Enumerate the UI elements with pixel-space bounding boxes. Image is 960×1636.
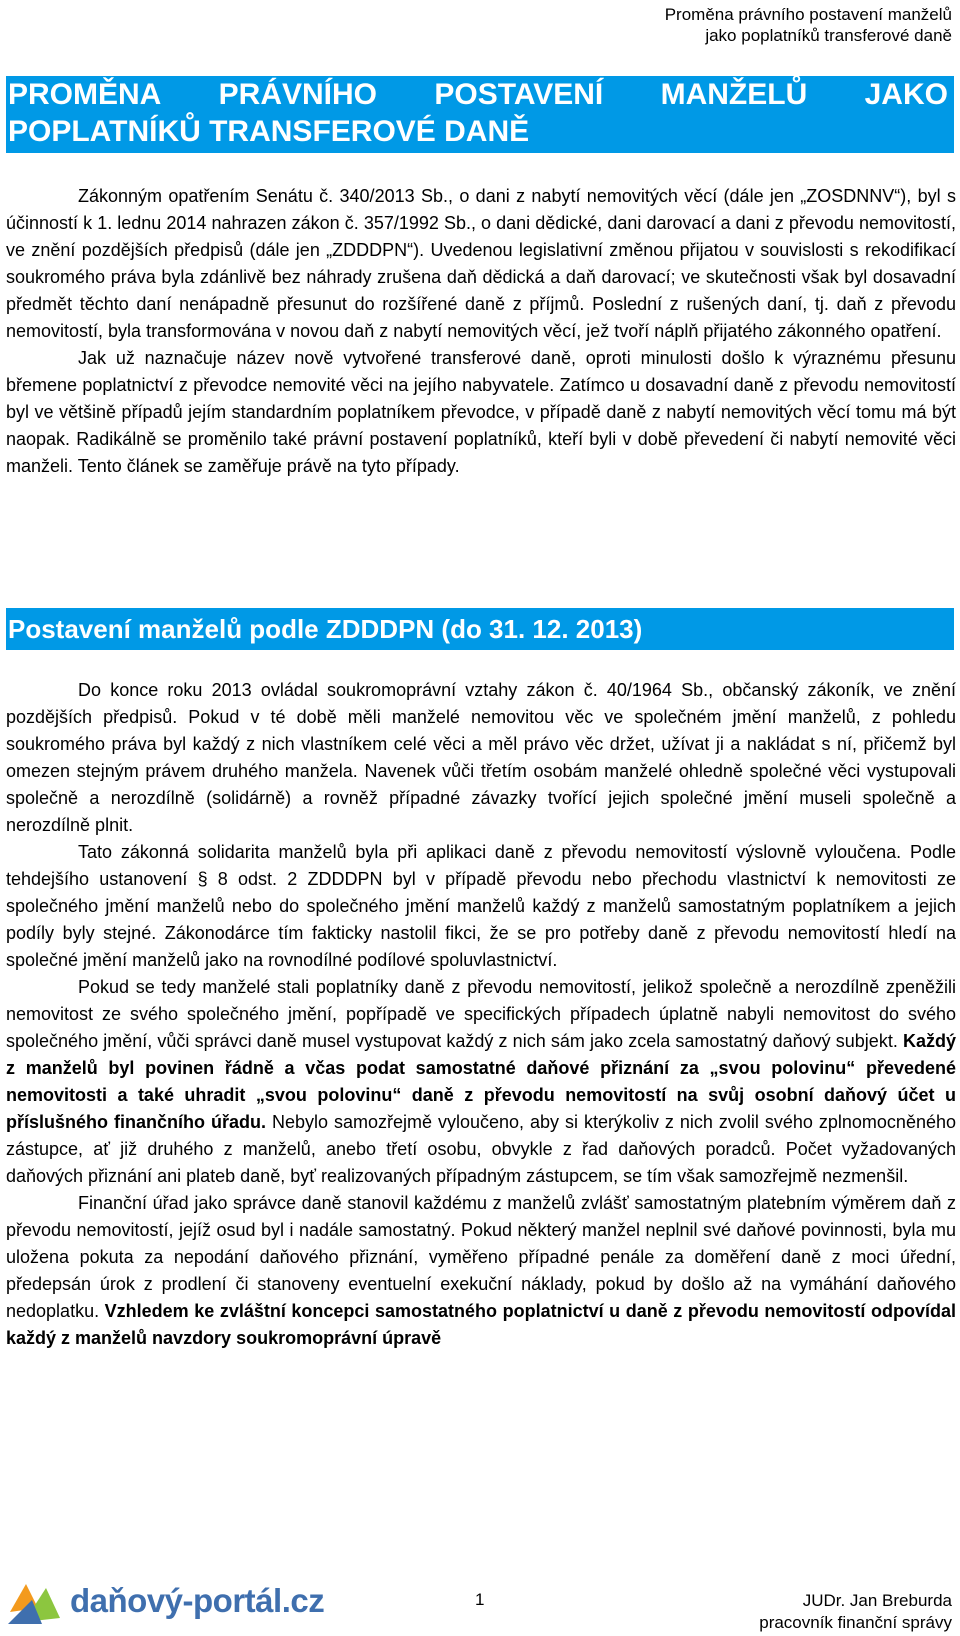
- author-info: [759, 1590, 952, 1634]
- paragraph-text: Nebylo samozřejmě vyloučeno, aby si kterýkoliv z nich zvolil svého zplnomocněného zástupce, ať již druhého z manželů, anebo třetí osobu, obvykle z řad daňových poradců. Počet vyžadovaných daňových přiznání ani plateb daně, byť realizovaných případným zástupcem, se tím však samozřejmě nezmenšil.: [6, 1112, 956, 1186]
- section-heading: Postavení manželů podle ZDDDPN (do 31. 12. 2013): [6, 608, 954, 650]
- title-word: JAKO: [864, 78, 948, 111]
- logo-text: daňový-portál.cz: [70, 1582, 325, 1619]
- document-title: [6, 76, 954, 153]
- paragraph-text: Pokud se tedy manželé stali poplatníky daně z převodu nemovitostí, jelikož společně a nerozdílně zpeněžili nemovitost ze svého společného jmění, popřípadě ve specifických případech úplatně nabyli nemovitost do svého společného jmění, vůči správci daně musel vystupovat každý z nich sám jako zcela samostatný daňový subjekt.: [6, 977, 956, 1051]
- page-footer: [0, 1560, 960, 1636]
- paragraph: Zákonným opatřením Senátu č. 340/2013 Sb., o dani z nabytí nemovitých věcí (dále jen „ZOSDNNV“), byl s účinností k 1. lednu 2014 nahrazen zákon č. 357/1992 Sb., o dani dědické, dani darovací a dani z převodu nemovitostí, ve znění pozdějších předpisů (dále jen „ZDDDPN“). Uvedenou legislativní změnou přijatou v souvislosti s rekodifikací soukromého práva byla zdánlivě bez náhrady zrušena daň dědická a daň darovací; ve skutečnosti však byl dosavadní předmět těchto daní nenápadně přesunut do rozšířené daně z příjmů. Poslední z rušených daní, tj. daň z převodu nemovitostí, byla transformována v novou daň z nabytí nemovitých věcí, jež tvoří náplň přijatého zákonného opatření.: [6, 186, 956, 341]
- section-body: [6, 677, 956, 1352]
- emphasized-text: Vzhledem ke zvláštní koncepci samostatného poplatnictví u daně z převodu nemovitostí odpovídal každý z manželů navzdory soukromoprávní úpravě: [6, 1301, 956, 1348]
- intro-section: [6, 183, 956, 480]
- document-title-line-2: POPLATNÍKŮ TRANSFEROVÉ DANĚ: [8, 115, 530, 148]
- paragraph: [6, 1190, 956, 1352]
- running-header: [432, 4, 952, 46]
- author-role: pracovník finanční správy: [759, 1613, 952, 1632]
- title-word: MANŽELŮ: [660, 78, 808, 111]
- paragraph: Tato zákonná solidarita manželů byla při aplikaci daně z převodu nemovitostí výslovně vyloučena. Podle tehdejšího ustanovení § 8 odst. 2 ZDDDPN byl v případě převodu nebo přechodu vlastnictví k nemovitosti ze společného jmění manželů nebo do společného jmění manželů každý z manželů samostatným poplatníkem a jejich podíly byly stejné. Zákonodárce tím fakticky nastolil fikci, že se pro potřeby daně z převodu nemovitostí hledí na společné jmění manželů jako na rovnodílné podílové spoluvlastnictví.: [6, 842, 956, 970]
- title-word: POSTAVENÍ: [434, 78, 604, 111]
- author-name: JUDr. Jan Breburda: [802, 1591, 952, 1610]
- site-logo[interactable]: [6, 1578, 325, 1628]
- emphasized-text: Každý z manželů byl povinen řádně a včas podat samostatné daňové přiznání za „svou polovinu“ převedené nemovitosti a také uhradit „svou polovinu“ daně z převodu nemovitostí na svůj osobní daňový účet u příslušného finančního úřadu.: [6, 1031, 956, 1132]
- page-number: 1: [475, 1590, 485, 1609]
- document-title-line-1: [6, 76, 954, 113]
- paragraph: [6, 974, 956, 1190]
- logo-mark-icon: [6, 1578, 64, 1628]
- title-word: PRÁVNÍHO: [218, 78, 378, 111]
- paragraph: Jak už naznačuje název nově vytvořené transferové daně, oproti minulosti došlo k výraznému přesunu břemene poplatnictví z převodce nemovité věci na jejího nabyvatele. Zatímco u dosavadní daně z převodu nemovitostí byl ve většině případů jejím standardním poplatníkem převodce, v případě daně z nabytí nemovitých věcí tomu má být naopak. Radikálně se proměnilo také právní postavení poplatníků, kteří byli v době převedení či nabytí nemovité věci manželi. Tento článek se zaměřuje právě na tyto případy.: [6, 348, 956, 476]
- title-word: PROMĚNA: [8, 78, 162, 111]
- running-header-line-2: jako poplatníků transferové daně: [705, 26, 952, 45]
- running-header-line-1: Proměna právního postavení manželů: [664, 5, 952, 24]
- paragraph: Do konce roku 2013 ovládal soukromoprávní vztahy zákon č. 40/1964 Sb., občanský zákoník, ve znění pozdějších předpisů. Pokud v té době měli manželé nemovitou věc ve společném jmění manželů, z pohledu soukromého práva byl každý z nich vlastníkem celé věci a měl právo věc držet, užívat ji a nakládat s ní, přičemž byl omezen stejným právem druhého manžela. Navenek vůči třetím osobám manželé ohledně společné věci vystupovali společně a nerozdílně (solidárně) a rovněž případné závazky tvořící jejich společné jmění museli společně a nerozdílně plnit.: [6, 680, 956, 835]
- paragraph-text: Finanční úřad jako správce daně stanovil každému z manželů zvlášť samostatným platebním výměrem daň z převodu nemovitostí, jejíž osud byl i nadále samostatný. Pokud některý manžel neplnil své daňové povinnosti, byla mu uložena pokuta za nepodání daňového přiznání, vyměřeno případné penále za doměření daně z moci úřední, předepsán úrok z prodlení či stanoveny eventuelní exekuční náklady, pokud by došlo až na vymáhání daňového nedoplatku.: [6, 1193, 956, 1321]
